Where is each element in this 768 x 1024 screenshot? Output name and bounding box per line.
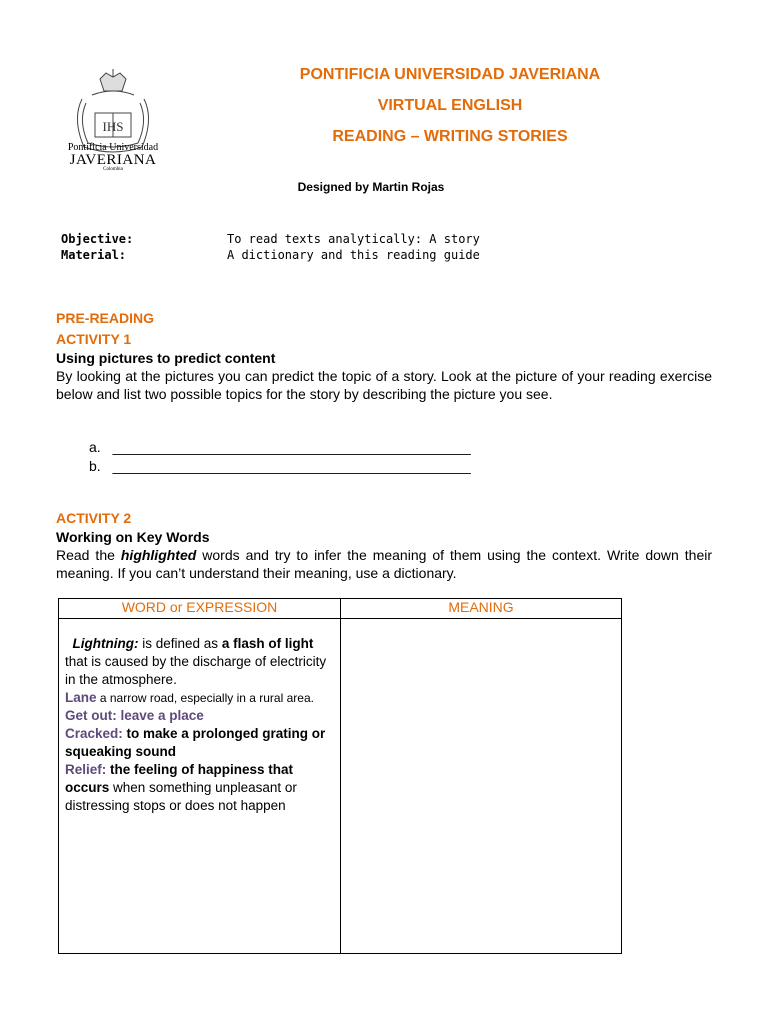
activity2-intro: [56, 546, 712, 582]
activity1-instructions: By looking at the pictures you can predict the topic of a story. Look at the picture of your reading exercise below and list two possible topics for the story by describing the picture you see.: [56, 368, 712, 402]
def-text: when something unpleasant or distressing stops or does not happen: [65, 780, 297, 813]
emblem-text: IHS: [102, 119, 124, 134]
activity2-title: ACTIVITY 2: [56, 510, 132, 526]
answer-letter: a.: [89, 439, 101, 455]
def-text: is defined as: [138, 636, 222, 651]
def-text: that is caused by the discharge of electricity in the atmosphere.: [65, 654, 327, 687]
word-lane: Lane: [65, 690, 97, 705]
answer-line[interactable]: ______________________________________________: [112, 439, 471, 455]
word-lightning: Lightning:: [72, 636, 139, 651]
def-text: a narrow road, especially in a rural area.: [96, 691, 314, 705]
intro-highlight: highlighted: [120, 547, 197, 563]
def-cracked: [65, 725, 334, 761]
def-emph: the feeling of happiness that occurs: [65, 762, 294, 795]
material-value: A dictionary and this reading guide: [227, 248, 480, 262]
university-title: PONTIFICIA UNIVERSIDAD JAVERIANA: [299, 66, 601, 83]
def-getout: [65, 707, 334, 725]
logo-line1: Pontificia Universidad: [67, 142, 159, 153]
col-header-meaning: MEANING: [341, 599, 622, 619]
answer-line[interactable]: ______________________________________________: [112, 458, 471, 474]
word-getout: Get out: leave a place: [65, 708, 204, 723]
def-lane: [65, 689, 334, 707]
def-relief: [65, 761, 334, 815]
pre-reading-title: PRE-READING: [56, 310, 155, 326]
def-lightning: [65, 635, 334, 689]
objective-label: Objective:: [61, 232, 134, 246]
def-text: to make a prolonged grating or squeaking sound: [65, 726, 326, 759]
activity2-subtitle: Working on Key Words: [56, 529, 210, 545]
logo-line3: Colombia: [103, 167, 123, 172]
intro-after: words and try to infer the meaning of them using the context. Write down their meaning. If you can’t understand their meaning, use a dictionary.: [56, 547, 713, 581]
logo-line2: JAVERIANA: [69, 152, 157, 168]
word-relief: Relief:: [65, 762, 107, 777]
definitions-cell: [59, 619, 341, 954]
objective-value: To read texts analytically: A story: [227, 232, 480, 246]
col-header-word: WORD or EXPRESSION: [59, 599, 341, 619]
designed-by: Designed by Martin Rojas: [297, 180, 445, 194]
def-emph: a flash of light: [221, 636, 314, 651]
unit-title: READING – WRITING STORIES: [332, 128, 568, 145]
activity1-title: ACTIVITY 1: [56, 331, 132, 347]
word-cracked: Cracked:: [65, 726, 123, 741]
answer-b[interactable]: [89, 458, 471, 474]
material-label: Material:: [61, 248, 127, 262]
activity1-subtitle: Using pictures to predict content: [56, 350, 276, 366]
course-title: VIRTUAL ENGLISH: [377, 97, 523, 114]
answer-letter: b.: [89, 458, 101, 474]
intro-before: Read the: [56, 547, 121, 563]
answer-a[interactable]: [89, 439, 471, 455]
key-words-table: [58, 598, 622, 954]
meaning-cell[interactable]: [341, 619, 622, 954]
